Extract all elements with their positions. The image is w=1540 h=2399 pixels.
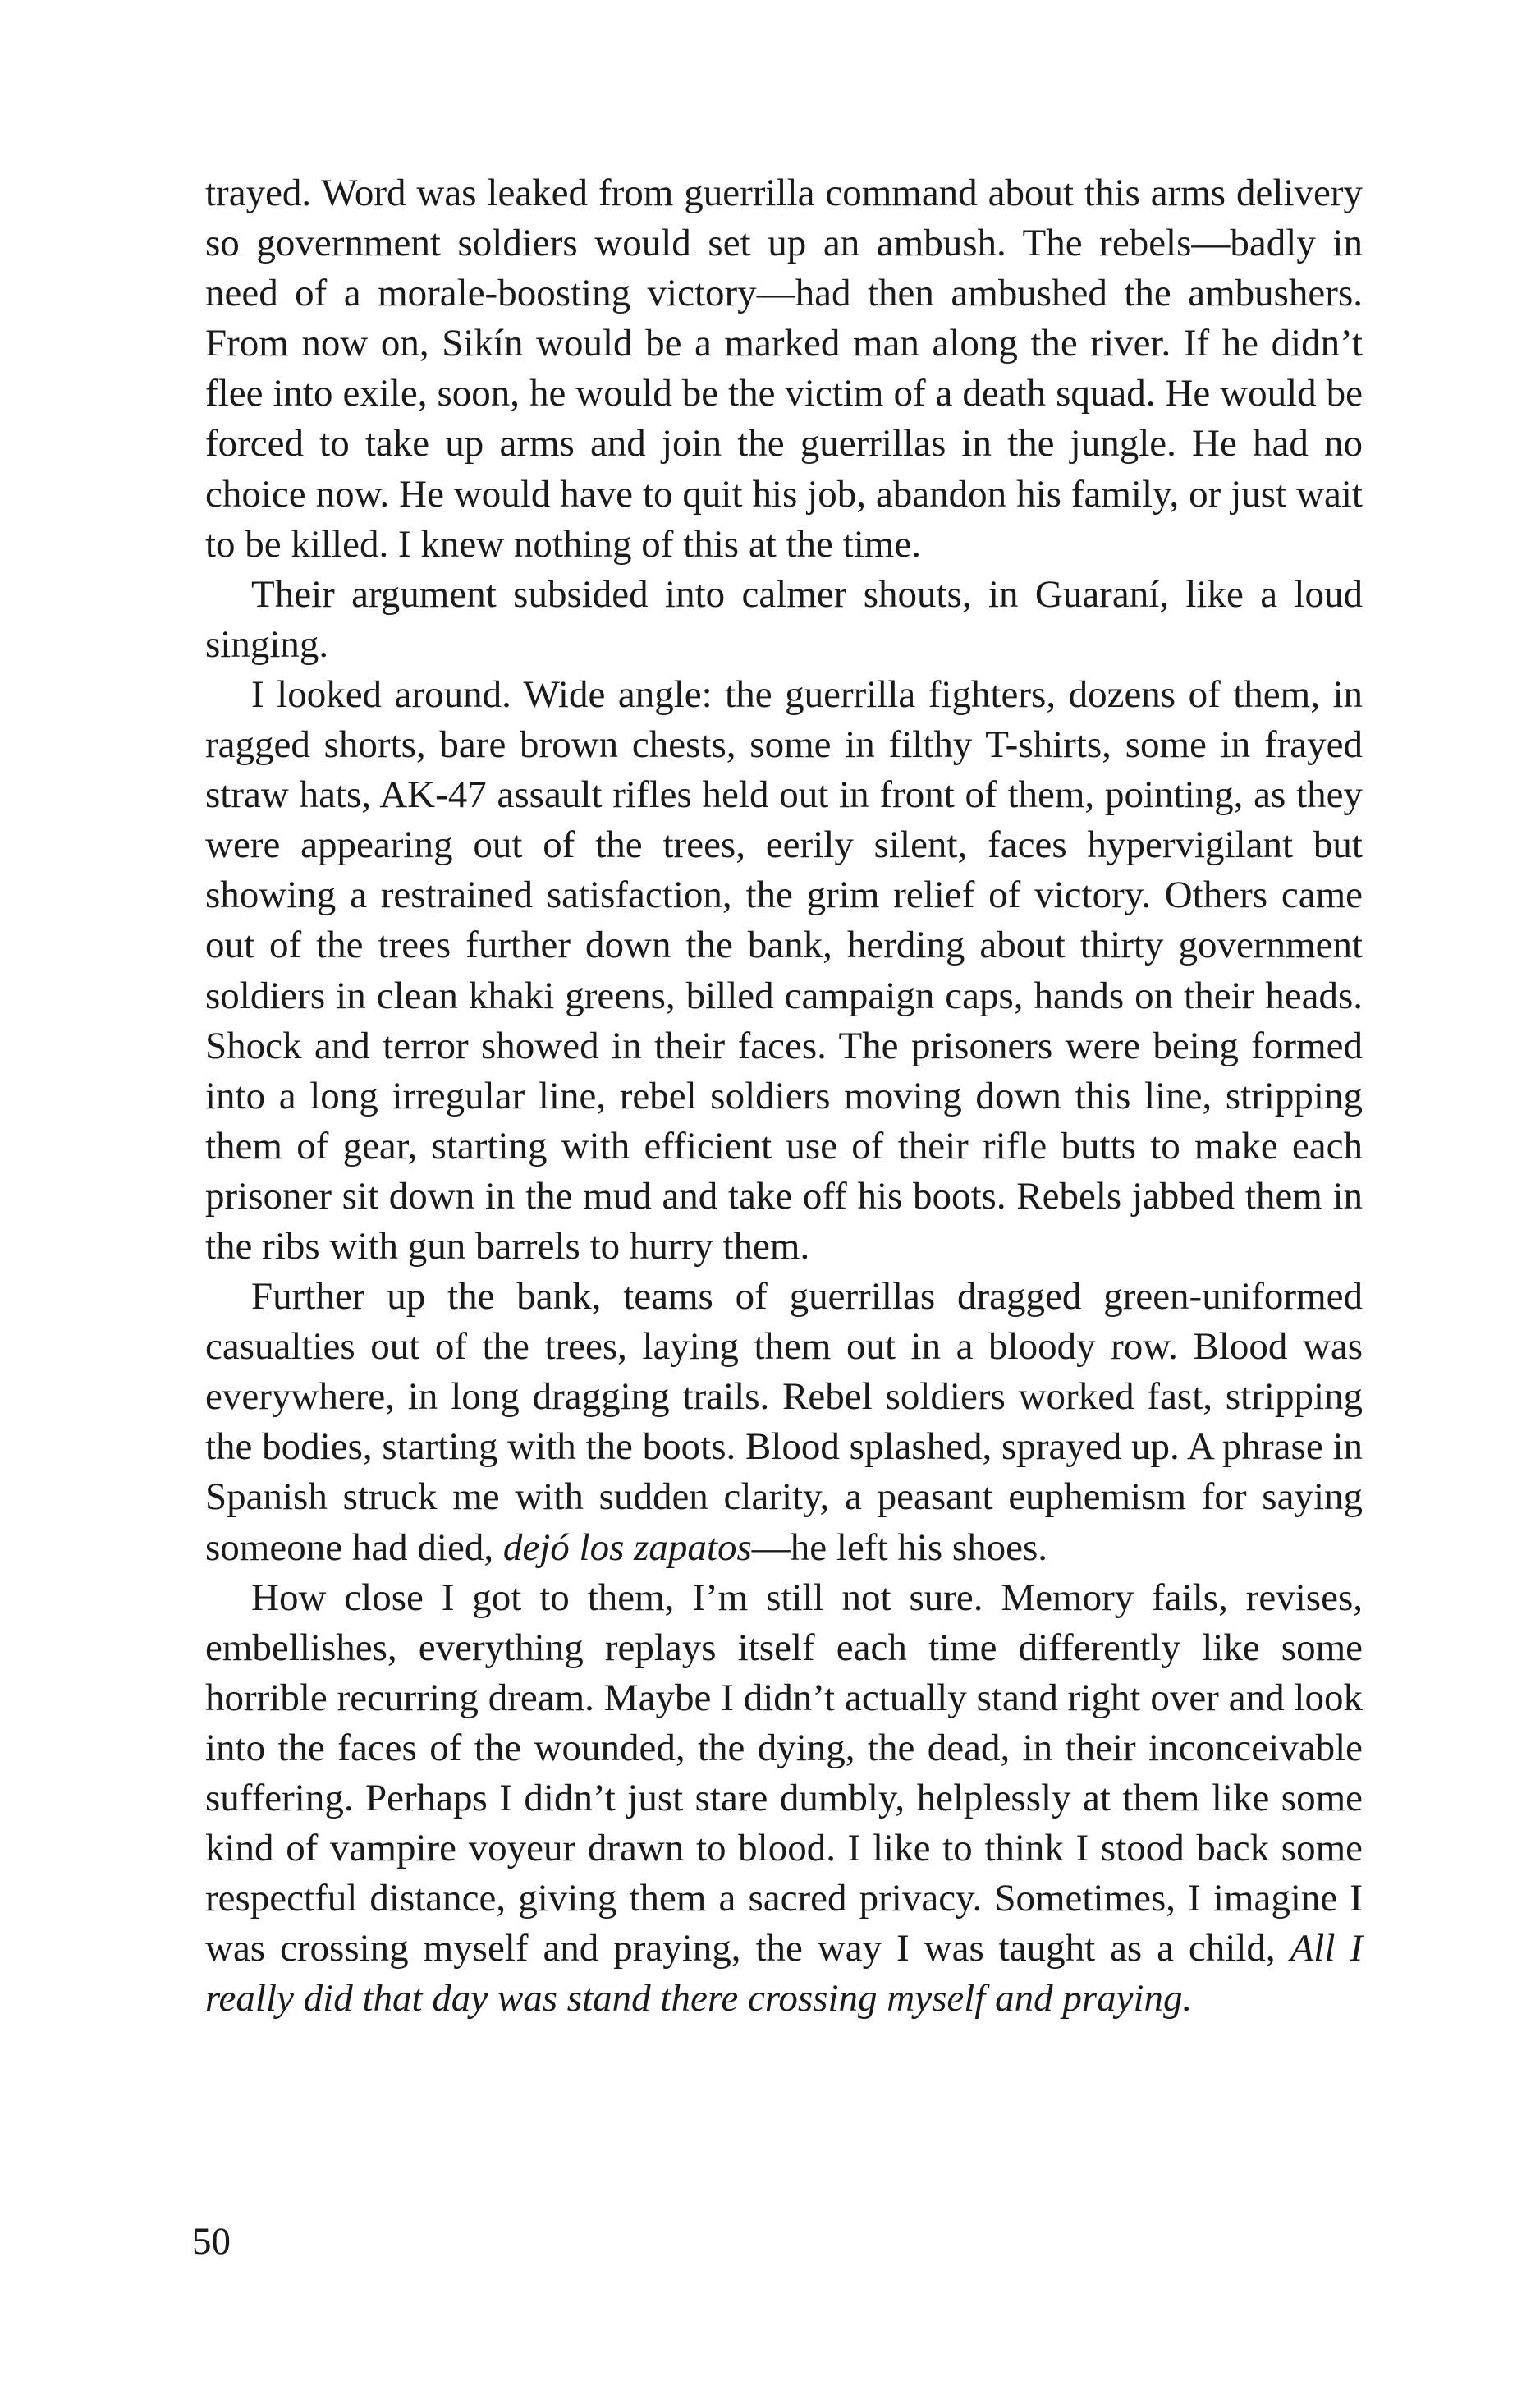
page-number: 50 [192, 2220, 231, 2263]
paragraph-text: Their argument subsided into calmer shouts, in Guaraní, like a loud singing. [205, 572, 1363, 666]
paragraph-text: How close I got to them, I’m still not sure. Memory fails, revises, embellishes, everything replays itself each time differently like some horrible recurring dream. Maybe I didn’t actually stand right over and look into the faces of the wounded, the dying, the dead, in their inconceivable suffering. Perhaps I didn’t just stare dumbly, helplessly at them like some kind of vampire voyeur drawn to blood. I like to think I stood back some respectful distance, giving them a sacred privacy. Sometimes, I imagine I was crossing myself and praying, the way I was taught as a child, [205, 1576, 1363, 1970]
paragraph-text: trayed. Word was leaked from guerrilla command about this arms delivery so government soldiers would set up an ambush. The rebels—badly in need of a morale-boosting victory—had then ambushed the ambushers. From now on, Sikín would be a marked man along the river. If he didn’t flee into exile, soon, he would be the victim of a death squad. He would be forced to take up arms and join the guerrillas in the jungle. He had no choice now. He would have to quit his job, abandon his family, or just wait to be killed. I knew nothing of this at the time. [205, 172, 1363, 566]
paragraph-5 [205, 1573, 1363, 2025]
paragraph-4 [205, 1272, 1363, 1573]
italic-phrase: dejó los zapatos [502, 1525, 752, 1569]
paragraph-text: Further up the bank, teams of guerrillas dragged green-uniformed casualties out of the trees, laying them out in a bloody row. Blood was everywhere, in long dragging trails. Rebel soldiers worked fast, stripping the bodies, starting with the boots. Blood splashed, sprayed up. A phrase in Spanish struck me with sudden clarity, a peasant euphemism for saying someone had died, [205, 1275, 1363, 1569]
paragraph-2 [205, 570, 1363, 670]
paragraph-text: I looked around. Wide angle: the guerrilla fighters, dozens of them, in ragged shorts, bare brown chests, some in filthy T-shirts, some in frayed straw hats, AK-47 assault rifles held out in front of them, pointing, as they were appearing out of the trees, eerily silent, faces hypervigilant but showing a restrained satisfaction, the grim relief of victory. Others came out of the trees further down the bank, herding about thirty government soldiers in clean khaki greens, billed campaign caps, hands on their heads. Shock and terror showed in their faces. The prisoners were being formed into a long irregular line, rebel soldiers moving down this line, stripping them of gear, starting with efficient use of their rifle butts to make each prisoner sit down in the mud and take off his boots. Rebels jabbed them in the ribs with gun barrels to hurry them. [205, 672, 1363, 1268]
paragraph-text: —he left his shoes. [751, 1525, 1048, 1569]
body-text [205, 168, 1363, 2024]
italic-phrase: All I really did that day was stand there crossing myself and praying. [205, 1927, 1363, 2021]
paragraph-3 [205, 670, 1363, 1272]
paragraph-1 [205, 168, 1363, 570]
